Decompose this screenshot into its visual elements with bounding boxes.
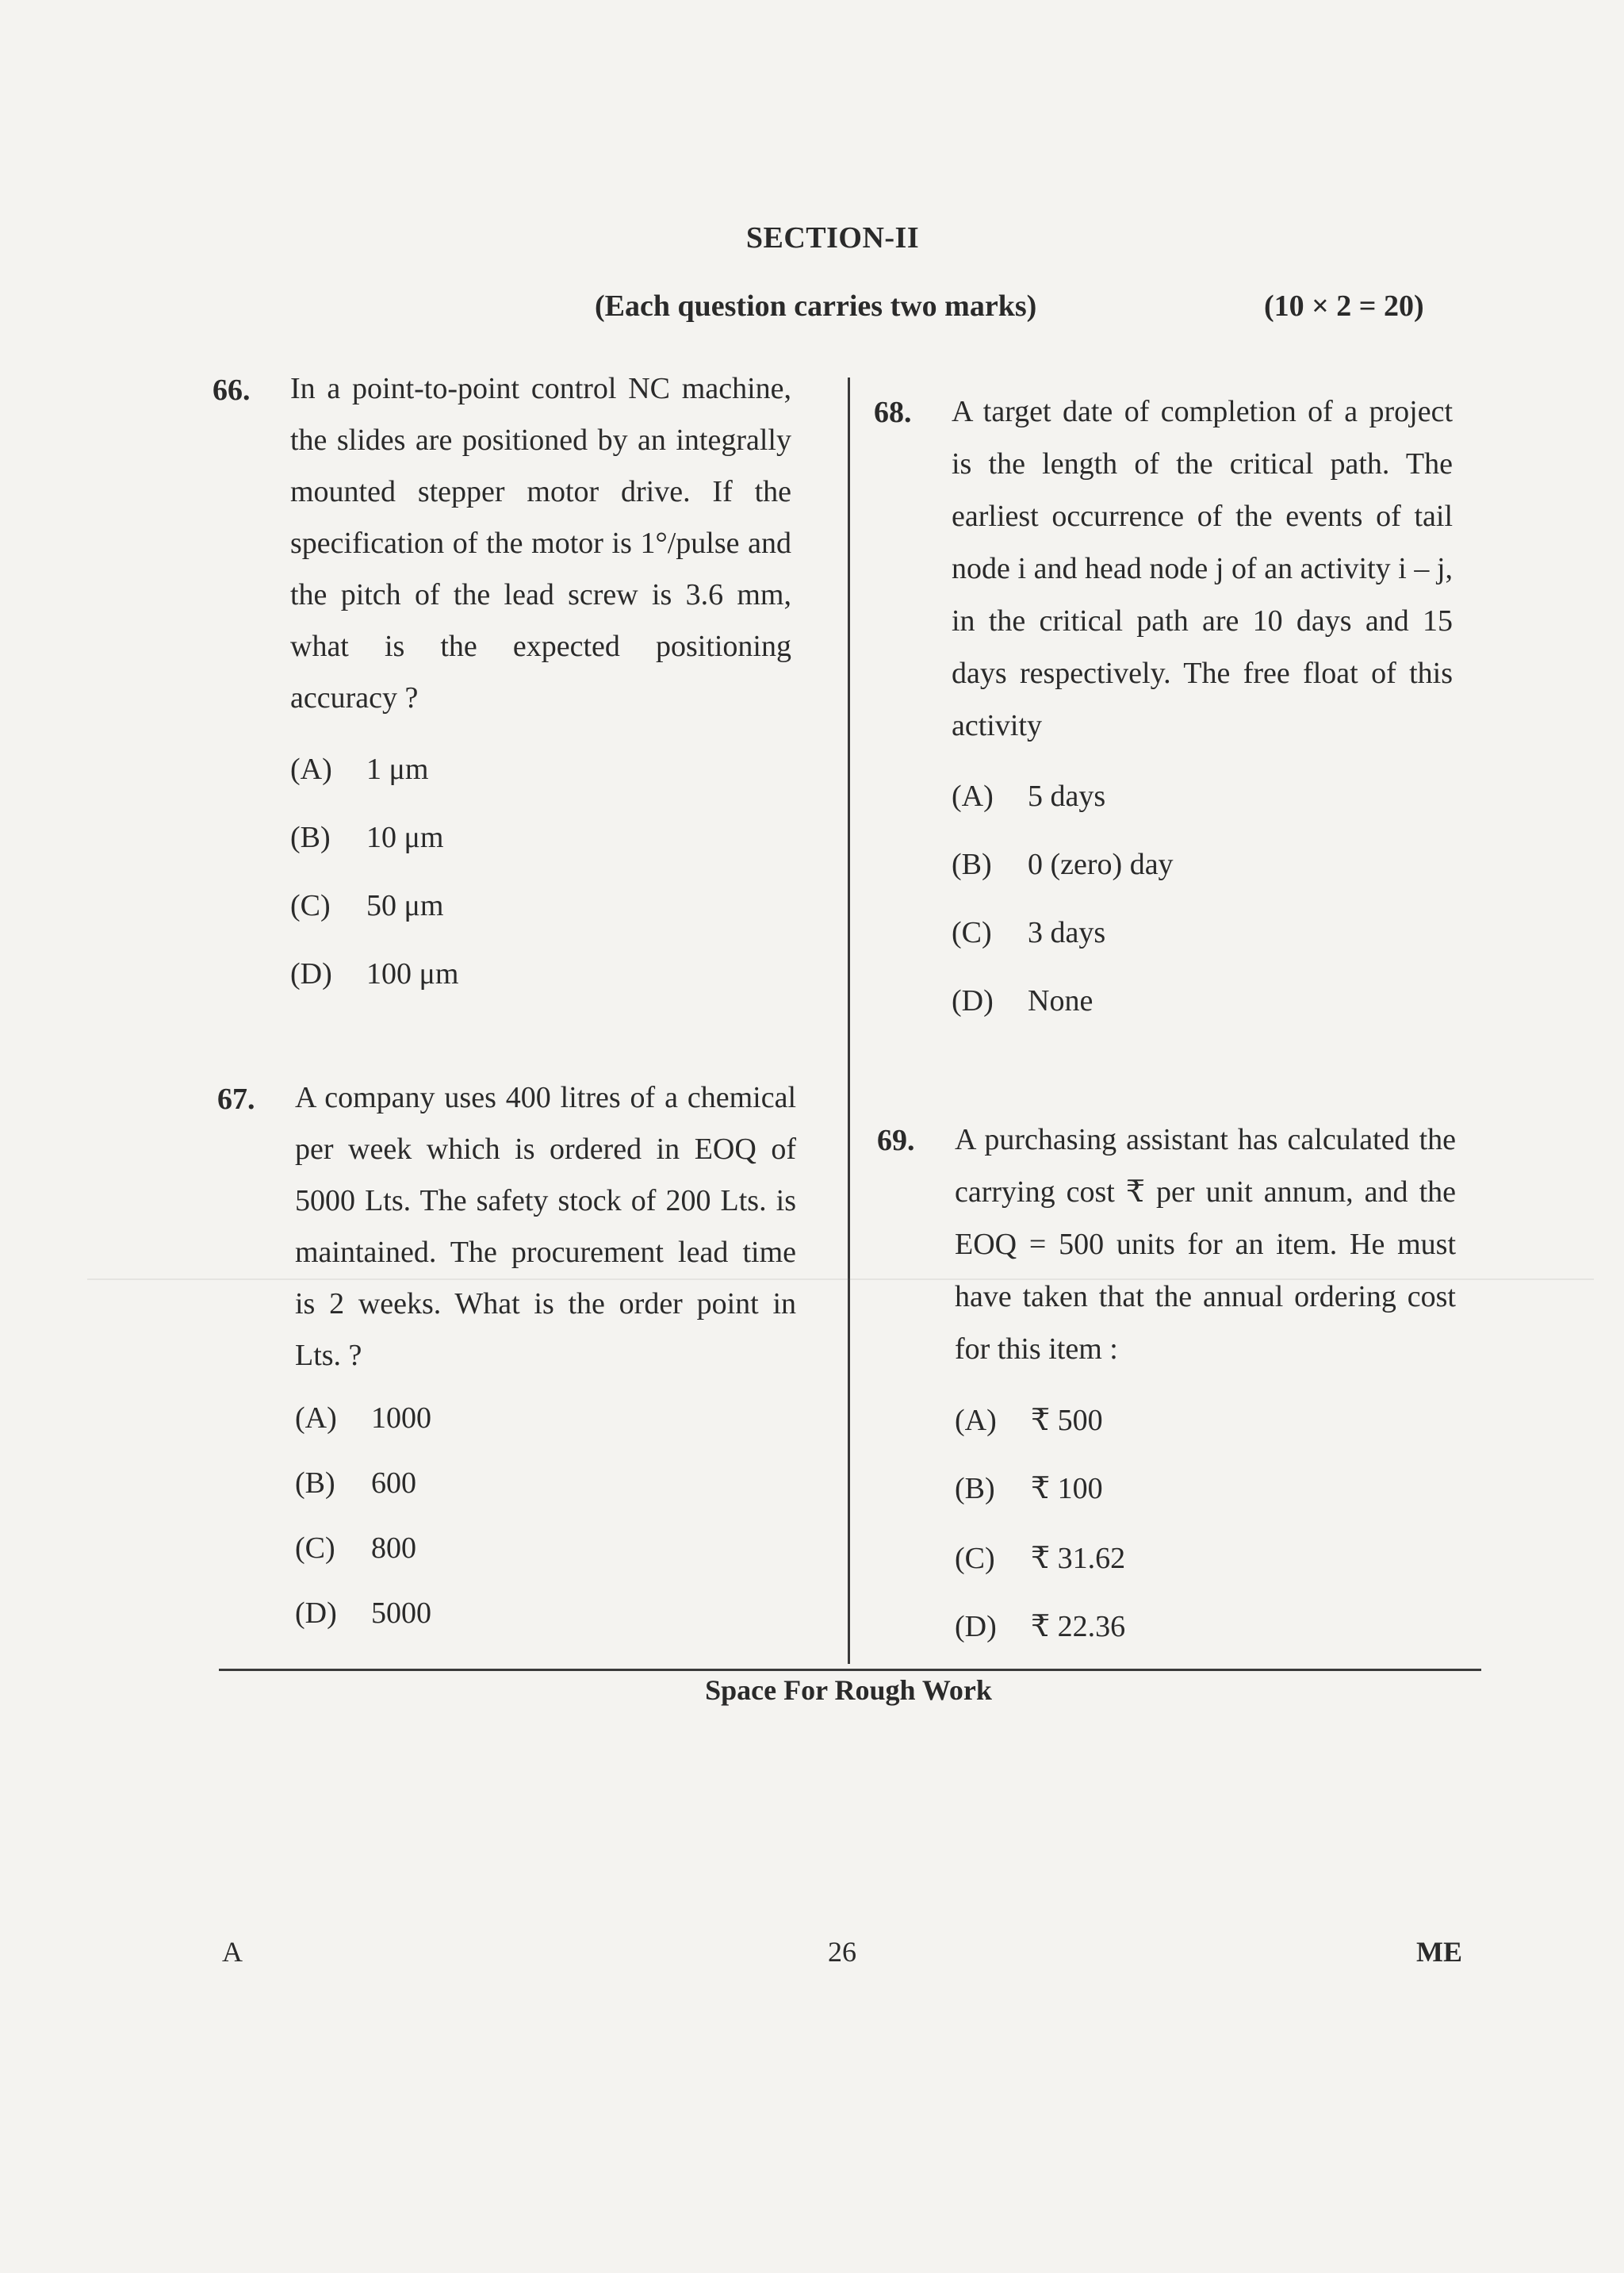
option-a — [290, 752, 428, 787]
option-value: 800 — [371, 1531, 416, 1565]
option-value: 0 (zero) day — [1028, 848, 1174, 881]
section-title: SECTION-II — [745, 221, 920, 255]
rough-work-heading: Space For Rough Work — [705, 1674, 992, 1706]
option-label: (A) — [295, 1401, 337, 1435]
marks-note: (Each question carries two marks) — [595, 289, 1037, 323]
question-number: 66. — [213, 374, 251, 407]
question-number: 69. — [877, 1124, 915, 1157]
option-a — [295, 1401, 431, 1435]
option-value: 5 days — [1028, 780, 1106, 813]
option-a — [952, 779, 1105, 814]
option-label: (D) — [295, 1596, 337, 1630]
column-divider — [848, 378, 850, 1664]
marks-total: (10 × 2 = 20) — [1264, 289, 1424, 323]
option-value: ₹ 100 — [1031, 1472, 1103, 1505]
option-value: 1 μm — [366, 753, 429, 786]
question-text: A company uses 400 litres of a chemical per week which is ordered in EOQ of 5000 Lts. The safety stock of 200 Lts. is maintained. The procurement lead time is 2 weeks. What is the order point in Lts. ? — [295, 1081, 796, 1372]
option-label: (A) — [952, 780, 994, 813]
option-d — [290, 956, 458, 991]
option-label: (B) — [955, 1472, 995, 1505]
option-d — [955, 1608, 1125, 1644]
option-value: 600 — [371, 1466, 416, 1500]
option-value: 5000 — [371, 1596, 431, 1630]
option-label: (C) — [290, 889, 331, 922]
option-b — [295, 1466, 416, 1501]
option-value: ₹ 500 — [1031, 1404, 1103, 1437]
option-value: ₹ 31.62 — [1031, 1542, 1126, 1575]
option-b — [955, 1470, 1103, 1506]
option-value: 10 μm — [366, 821, 444, 854]
option-label: (C) — [955, 1542, 995, 1575]
question-text: A purchasing assistant has calculated the carrying cost ₹ per unit annum, and the EOQ = 500 units for an item. He must have taken that the annual ordering cost for this item : — [955, 1123, 1456, 1366]
question-number: 68. — [874, 396, 912, 429]
option-label: (B) — [295, 1466, 335, 1500]
footer-page-number: 26 — [828, 1936, 856, 1968]
option-value: 50 μm — [366, 889, 444, 922]
option-value: 1000 — [371, 1401, 431, 1435]
question-number: 67. — [217, 1083, 255, 1116]
option-a — [955, 1402, 1103, 1438]
option-c — [290, 888, 443, 923]
footer-subject-code: ME — [1416, 1936, 1462, 1968]
bottom-rule — [219, 1669, 1481, 1671]
option-label: (C) — [952, 916, 992, 949]
option-label: (C) — [295, 1531, 335, 1565]
option-d — [295, 1596, 431, 1631]
option-label: (B) — [952, 848, 992, 881]
option-label: (D) — [290, 957, 332, 991]
option-value: None — [1028, 984, 1094, 1018]
option-label: (D) — [952, 984, 994, 1018]
option-b — [290, 820, 443, 855]
option-c — [952, 915, 1105, 950]
option-label: (B) — [290, 821, 331, 854]
option-b — [952, 847, 1174, 882]
option-label: (A) — [955, 1404, 997, 1437]
option-c — [955, 1540, 1125, 1576]
question-text: A target date of completion of a project is the length of the critical path. The earliest occurrence of the events of tail node i and head node j of an activity i – j, in the critical path are 10 days and 15 days respectively. The free float of this activity — [952, 395, 1453, 742]
option-d — [952, 983, 1093, 1018]
option-label: (A) — [290, 753, 332, 786]
option-label: (D) — [955, 1610, 997, 1643]
option-value: 3 days — [1028, 916, 1106, 949]
footer-set-code: A — [222, 1936, 243, 1968]
option-c — [295, 1531, 416, 1566]
option-value: ₹ 22.36 — [1031, 1610, 1126, 1643]
question-text: In a point-to-point control NC machine, the slides are positioned by an integrally mounted stepper motor drive. If the specification of the motor is 1°/pulse and the pitch of the lead screw is 3.6 mm, what is the expected positioning accuracy ? — [290, 372, 791, 715]
option-value: 100 μm — [366, 957, 459, 991]
